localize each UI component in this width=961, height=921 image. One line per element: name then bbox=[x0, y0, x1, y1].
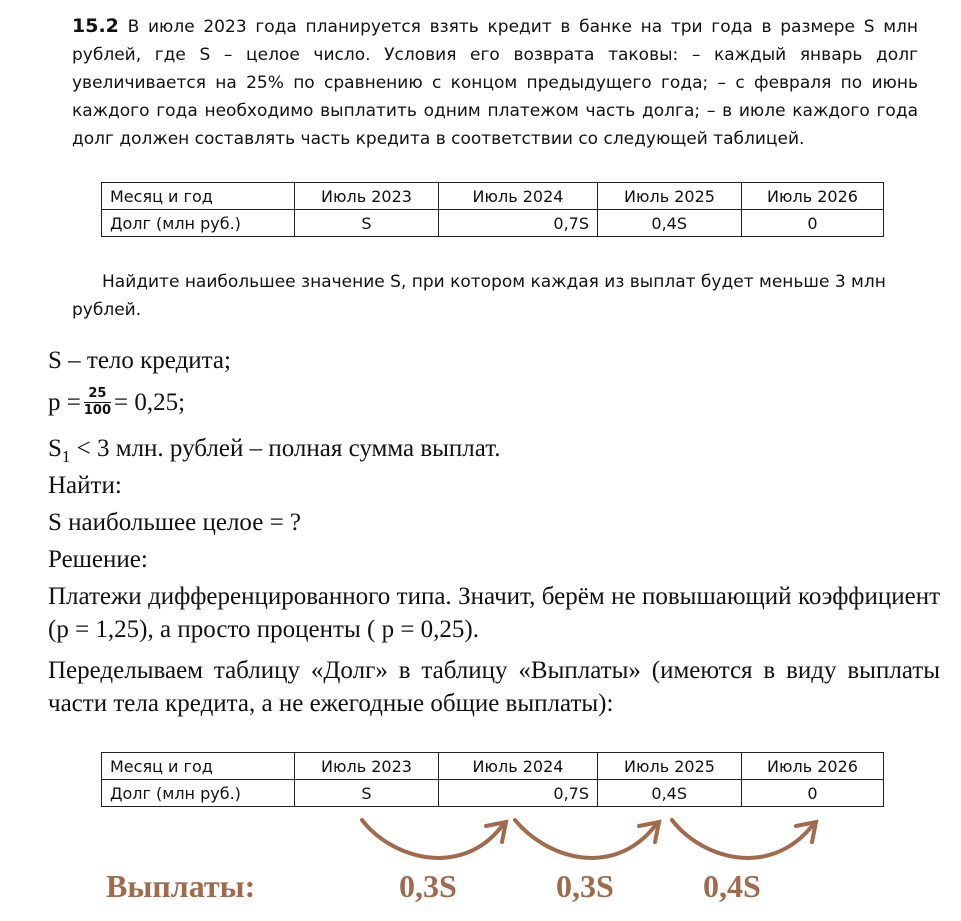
table-cell: S bbox=[295, 210, 439, 237]
table-header-row bbox=[102, 753, 884, 780]
task-text: Найдите наибольшее значение S, при котором каждая из выплат будет меньше 3 млн рублей. bbox=[72, 272, 886, 320]
table-header-cell: Июль 2025 bbox=[598, 753, 742, 780]
solution-paragraph-2: Переделываем таблицу «Долг» в таблицу «Выплаты» (имеются в виду выплаты части тела кредита, а не ежегодные общие выплаты): bbox=[48, 657, 940, 717]
curved-arrow-icon bbox=[672, 820, 812, 858]
table-header-cell: Июль 2024 bbox=[439, 183, 598, 210]
fraction-denominator: 100 bbox=[83, 402, 111, 418]
curved-arrow-icon bbox=[515, 820, 655, 858]
problem-text: В июле 2023 года планируется взять кредит в банке на три года в размере S млн рублей, где S – целое число. Условия его возврата таковы: – каждый январь долг увеличивается на 25% по сравнению с концом предыдущего года; – с февраля по июнь каждого года необходимо выплатить одним платежом часть долга; – в июле каждого года долг должен составлять часть кредита в соответствии со следующей таблицей. bbox=[72, 17, 919, 149]
debt-table-copy bbox=[101, 752, 884, 807]
table-cell: 0,7S bbox=[439, 210, 598, 237]
s1-subscript: 1 bbox=[61, 447, 71, 466]
table-header-cell: Месяц и год bbox=[102, 753, 295, 780]
solution-line-p bbox=[48, 380, 185, 424]
fraction-numerator: 25 bbox=[88, 385, 107, 401]
p-prefix: p = bbox=[48, 388, 81, 416]
transition-arrows bbox=[350, 812, 830, 872]
table-header-cell: Июль 2023 bbox=[295, 183, 439, 210]
problem-number: 15.2 bbox=[72, 15, 119, 37]
table-cell: 0,4S bbox=[598, 780, 742, 807]
debt-table bbox=[101, 182, 884, 237]
solution-paragraph-1: Платежи дифференцированного типа. Значит, берём не повышающий коэффициент (p = 1,25), а просто проценты ( p = 0,25). bbox=[48, 583, 940, 643]
s1-symbol: S bbox=[48, 435, 62, 462]
table-cell: 0,7S bbox=[439, 780, 598, 807]
problem-statement bbox=[72, 12, 918, 153]
table-cell: Долг (млн руб.) bbox=[102, 210, 295, 237]
table-header-cell: Июль 2026 bbox=[742, 753, 884, 780]
table-cell: 0,4S bbox=[598, 210, 742, 237]
find-value: S наибольшее целое = ? bbox=[48, 509, 302, 536]
table-cell: S bbox=[295, 780, 439, 807]
table-header-cell: Июль 2025 bbox=[598, 183, 742, 210]
table-row bbox=[102, 210, 884, 237]
table-header-cell: Июль 2024 bbox=[439, 753, 598, 780]
table-header-cell: Июль 2023 bbox=[295, 753, 439, 780]
solution-line-s1 bbox=[48, 432, 501, 473]
payment-value: 0,3S bbox=[399, 868, 457, 904]
table-cell: Долг (млн руб.) bbox=[102, 780, 295, 807]
table-header-cell: Июль 2026 bbox=[742, 183, 884, 210]
solution-label: Решение: bbox=[48, 546, 148, 573]
table-header-cell: Месяц и год bbox=[102, 183, 295, 210]
payments-label: Выплаты: bbox=[106, 868, 256, 904]
s1-text: < 3 млн. рублей – полная сумма выплат. bbox=[70, 435, 501, 462]
table-cell: 0 bbox=[742, 780, 884, 807]
fraction bbox=[84, 386, 111, 419]
payment-value: 0,3S bbox=[556, 868, 614, 904]
payment-value: 0,4S bbox=[703, 868, 761, 904]
find-label: Найти: bbox=[48, 472, 122, 499]
table-row bbox=[102, 780, 884, 807]
table-cell: 0 bbox=[742, 210, 884, 237]
solution-line-given: S – тело кредита; bbox=[48, 347, 231, 374]
table-header-row bbox=[102, 183, 884, 210]
p-suffix: = 0,25; bbox=[114, 388, 186, 416]
curved-arrow-icon bbox=[362, 820, 502, 858]
